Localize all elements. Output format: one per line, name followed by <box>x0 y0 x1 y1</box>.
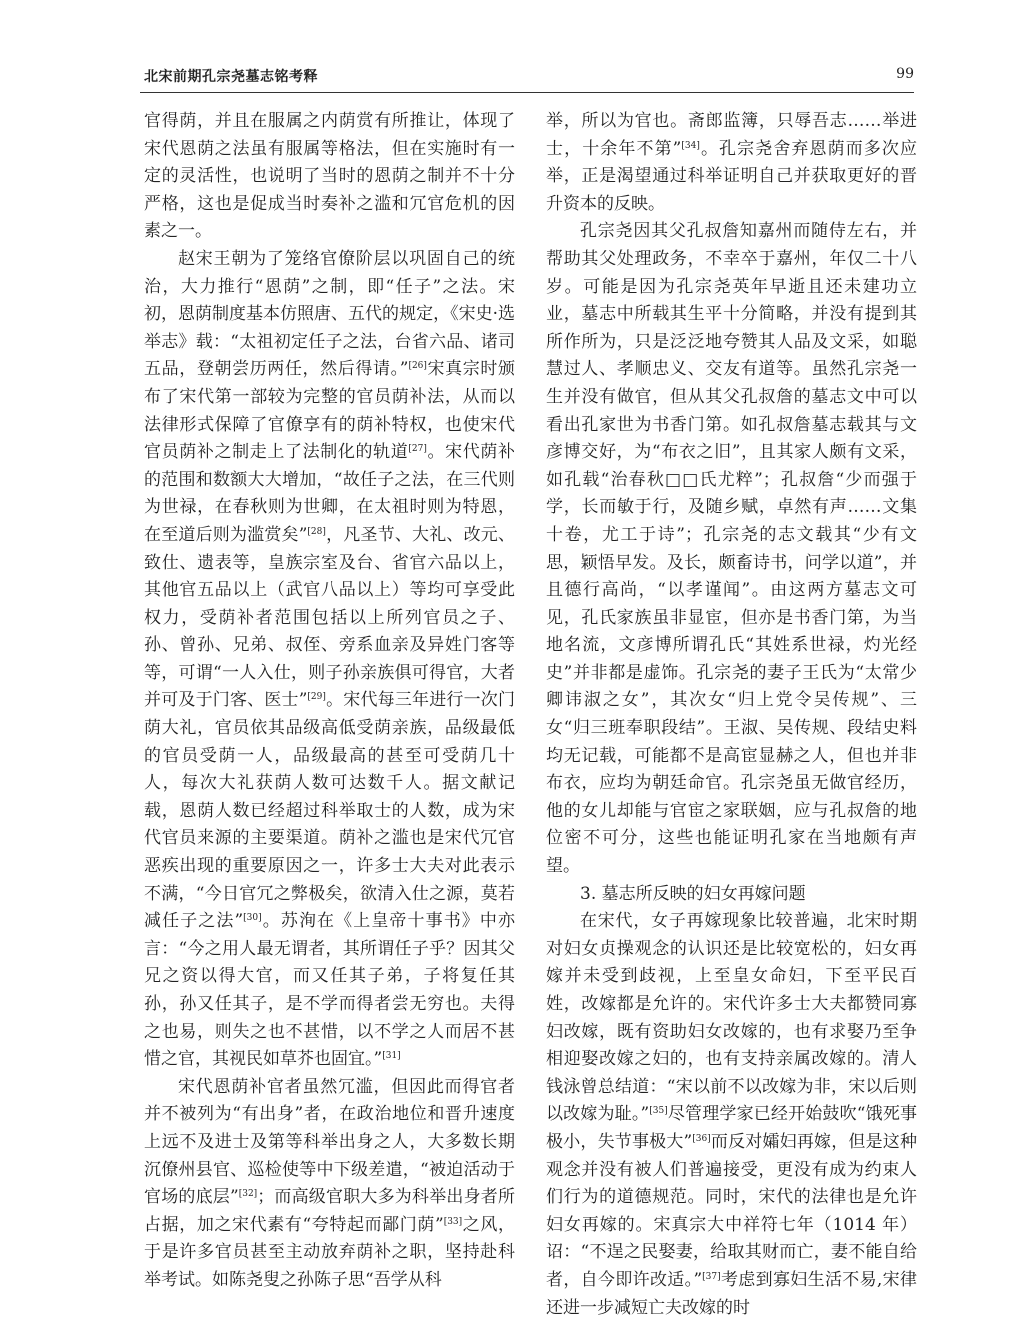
citation-ref: [34] <box>681 140 700 151</box>
citation-ref: [30] <box>243 913 262 924</box>
paragraph <box>546 908 917 1322</box>
paragraph-text: 宋真宗时颁布了宋代第一部较为完整的官员荫补法，从而以法律形式保障了官僚享有的荫补特权，也使宋代官员荫补之制走上了法制化的轨道 <box>144 359 515 463</box>
paragraph-text: 在宋代，女子再嫁现象比较普遍，北宋时期对妇女贞操观念的认识还是比较宽松的，妇女再嫁并未受到歧视，上至皇女命妇，下至平民百姓，改嫁都是允许的。宋代许多士大夫都赞同寡妇改嫁，既有资助妇女改嫁的，也有求娶乃至争相迎娶改嫁之妇的，也有支持亲属改嫁的。清人钱泳曾总结道：“宋以前不以改嫁为非，宋以后则以改嫁为耻。” <box>546 911 917 1125</box>
paragraph-text: 而反对孀妇再嫁，但是这种观念并没有被人们普遍接受，更没有成为约束人们行为的道德规范。同时，宋代的法律也是允许妇女再嫁的。宋真宗大中祥符七年（1014 年）诏：“不逞之民娶妻，给取其财而亡，妻不能自给者，自今即许改适。” <box>546 1131 917 1290</box>
citation-ref: [28] <box>307 526 326 537</box>
paragraph <box>144 108 515 246</box>
citation-ref: [27] <box>408 444 427 455</box>
citation-ref: [26] <box>408 361 427 372</box>
citation-ref: [32] <box>238 1189 258 1200</box>
citation-ref: [37] <box>702 1271 721 1282</box>
paragraph-text: 之风，于是许多官员甚至主动放弃荫补之职，坚持赴科举考试。如陈尧叟之孙陈子思“吾学从科 <box>144 1214 515 1290</box>
paragraph <box>546 218 917 880</box>
paragraph-text: 举，所以为官也。斋郎监簿，只辱吾志……举进士，十余年不第” <box>546 111 917 159</box>
section-heading <box>546 881 917 909</box>
paragraph-text: 宋代恩荫补官者虽然冗滥，但因此而得官者并不被列为“有出身”者，在政治地位和晋升速度上远不及进士及第等科举出身之人，大多数长期沉僚州县官、巡检使等中下级差遣，“被迫活动于官场的底层” <box>144 1076 515 1208</box>
paragraph <box>144 246 515 1074</box>
paragraph-text: 。苏洵在《上皇帝十事书》中亦言：“今之用人最无谓者，其所谓任子乎？因其父兄之资以得大官，而又任其子弟，子将复任其孙，孙又任其子，是不学而得者尝无穷也。夫得之也易，则失之也不甚惜，以不学之人而居不甚惜之官，其视民如草芥也固宜。” <box>144 911 515 1070</box>
paragraph-text: 。宋代每三年进行一次门荫大礼，官员依其品级高低受荫亲族，品级最低的官员受荫一人，品级最高的甚至可受荫几十人，每次大礼获荫人数可达数千人。据文献记载，恩荫人数已经超过科举取士的人数，成为宋代官员来源的主要渠道。荫补之滥也是宋代冗官恶疾出现的重要原因之一，许多士大夫对此表示不满，“今日官冗之弊极矣，欲清入仕之源，莫若减任子之法” <box>144 690 515 932</box>
paragraph <box>546 108 917 218</box>
page-number: 99 <box>896 66 914 82</box>
citation-ref: [33] <box>443 1216 463 1227</box>
running-header <box>140 62 914 93</box>
paragraph-text: 尽管理学家已经开始鼓吹“饿死事极小，失节事极大” <box>546 1104 917 1152</box>
paragraph-text: ，凡圣节、大礼、改元、致仕、遗表等，皇族宗室及台、省官六品以上，其他官五品以上（武官八品以上）等均可享受此权力，受荫补者范围包括以上所列官员之子、孙、曾孙、兄弟、叔侄、旁系血亲及异姓门客等等，可谓“一人入仕，则子孙亲族俱可得官，大者并可及于门客、医士” <box>144 524 515 711</box>
paragraph-text: 。宋代荫补的范围和数额大大增加，“故任子之法，在三代则为世禄，在春秋则为世卿，在太祖时则为特恩，在至道后则为滥赏矣” <box>144 442 516 545</box>
paragraph-text: 赵宋王朝为了笼络官僚阶层以巩固自己的统治，大力推行“恩荫”之制，即“任子”之法。宋初，恩荫制度基本仿照唐、五代的规定，《宋史·选举志》载：“太祖初定任子之法，台省六品、诸司五品，登朝尝历两任，然后得请。” <box>144 248 515 380</box>
left-column <box>144 108 515 1295</box>
paragraph-text: 官得荫，并且在服属之内荫赏有所推让，体现了宋代恩荫之法虽有服属等格法，但在实施时有一定的灵活性，也说明了当时的恩荫之制并不十分严格，这也是促成当时奏补之滥和冗官危机的因素之一。 <box>144 111 515 242</box>
citation-ref: [29] <box>307 692 326 703</box>
citation-ref: [31] <box>382 1051 401 1062</box>
running-title: 北宋前期孔宗尧墓志铭考释 <box>144 69 318 85</box>
paragraph-text: 考虑到寡妇生活不易,宋律还进一步减短亡夫改嫁的时 <box>546 1269 917 1318</box>
paragraph-text: ；而高级官职大多为科举出身者所占据，加之宋代素有“夸特起而鄙门荫” <box>144 1187 515 1235</box>
section-heading-text: 3. 墓志所反映的妇女再嫁问题 <box>580 883 806 904</box>
right-column <box>546 108 917 1322</box>
paragraph <box>144 1074 515 1295</box>
citation-ref: [36] <box>692 1133 711 1144</box>
paragraph-text: 。孔宗尧舍弃恩荫而多次应举，正是渴望通过科举证明自己并获取更好的晋升资本的反映。 <box>546 138 917 214</box>
citation-ref: [35] <box>649 1106 668 1117</box>
paragraph-text: 孔宗尧因其父孔叔詹知嘉州而随侍左右，并帮助其父处理政务，不幸卒于嘉州，年仅二十八岁。可能是因为孔宗尧英年早逝且还未建功立业，墓志中所载其生平十分简略，并没有提到其所作所为，只是泛泛地夸赞其人品及文采，如聪慧过人、孝顺忠义、交友有道等。虽然孔宗尧一生并没有做官，但从其父孔叔詹的墓志文中可以看出孔家世为书香门第。如孔叔詹墓志载其与文彦博交好，为“布衣之旧”，且其家人颇有文采，如孔载“治春秋□□氏尤粹”；孔叔詹“少而强于学，长而敏于行，及随乡赋，卓然有声……文集十卷，尤工于诗”；孔宗尧的志文载其“少有文思，颖悟早发。及长，颇畜诗书，问学以道”，并且德行高尚，“以孝谨闻”。由这两方墓志文可见，孔氏家族虽非显宦，但亦是书香门第，为当地名流，文彦博所谓孔氏“其姓系世禄，灼光经史”并非都是虚饰。孔宗尧的妻子王氏为“太常少卿讳淑之女”，其次女“归上党令吴传规”、三女“归三班奉职段结”。王淑、吴传规、段结史料均无记载，可能都不是高宦显赫之人，但也并非布衣，应均为朝廷命官。孔宗尧虽无做官经历，他的女儿却能与官宦之家联姻，应与孔叔詹的地位密不可分，这些也能证明孔家在当地颇有声望。 <box>546 221 917 877</box>
